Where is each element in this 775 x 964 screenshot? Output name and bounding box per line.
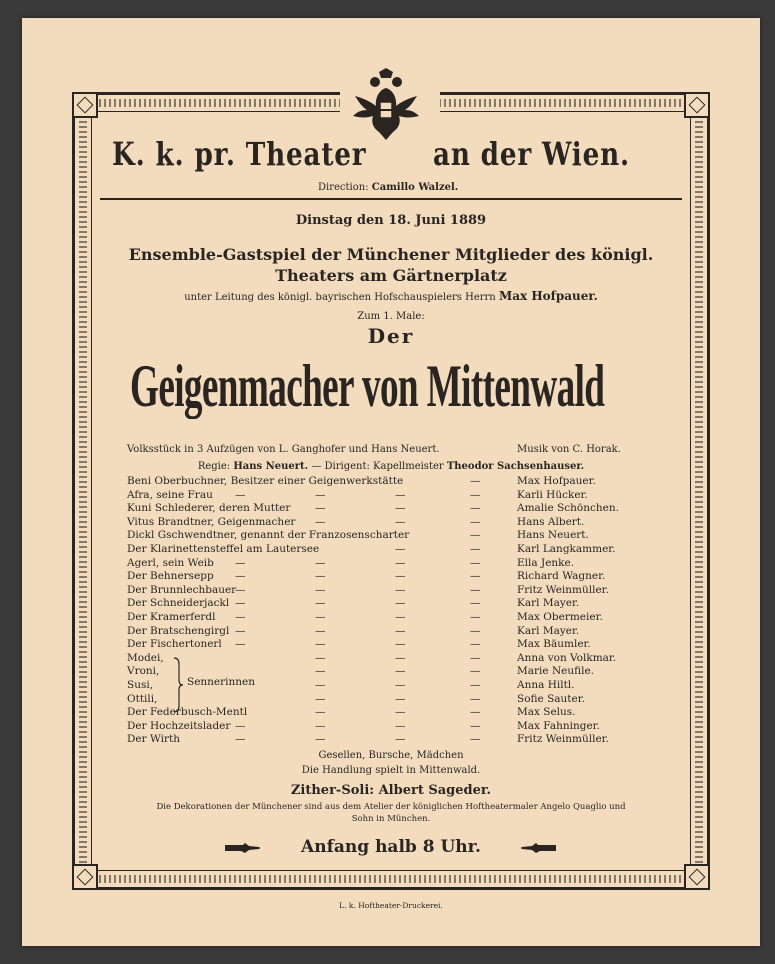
cast-row — [127, 733, 627, 746]
printer-line: L. k. Hoftheater-Druckerei. — [339, 901, 443, 910]
cast-role: Der Fischertonerl — [127, 638, 222, 651]
cast-role: Ottili, — [127, 692, 158, 705]
frame-corner-icon — [684, 864, 710, 890]
cast-row — [127, 625, 627, 638]
cast-dash: — — [470, 651, 481, 664]
cast-actor: Hans Neuert. — [517, 529, 589, 542]
cast-dash: — — [470, 543, 481, 555]
cast-row — [127, 516, 627, 529]
cast-dash: — — [315, 719, 326, 732]
cast-row — [127, 584, 627, 597]
cast-role: Der Behnersepp — [127, 570, 214, 583]
cast-dash: — — [315, 570, 326, 583]
cast-dash: — — [470, 733, 481, 746]
cast-actor: Max Hofpauer. — [517, 475, 596, 487]
cast-dash: — — [395, 556, 406, 569]
cast-dash: — — [395, 570, 406, 583]
cast-dash: — — [395, 611, 406, 623]
cast-row — [127, 557, 627, 570]
cast-dash: — — [470, 611, 481, 623]
cast-dash: — — [395, 665, 406, 678]
direction-line — [318, 182, 458, 193]
zither-line: Zither-Soli: Albert Sageder. — [290, 783, 492, 798]
cast-actor: Max Bäumler. — [517, 638, 591, 651]
cast-dash: — — [470, 665, 481, 678]
cast-dash: — — [395, 638, 406, 651]
cast-actor: Karl Mayer. — [517, 597, 580, 610]
frame-band-right — [695, 119, 703, 863]
cast-dash: — — [315, 692, 326, 705]
start-time: Anfang halb 8 Uhr. — [301, 837, 481, 857]
first-time-note: Zum 1. Male: — [357, 311, 425, 322]
cast-dash: — — [470, 638, 481, 651]
cast-dash: — — [315, 556, 326, 569]
cast-role: Beni Oberbuchner, Besitzer einer Geigenwerkstätte — [127, 475, 404, 487]
frame-corner-icon — [72, 864, 98, 890]
frame-corner-icon — [684, 92, 710, 118]
cast-dash: — — [235, 624, 246, 637]
cast-dash: — — [315, 665, 326, 678]
cast-dash: — — [235, 719, 246, 732]
cast-dash: — — [395, 624, 406, 637]
leadership-text: unter Leitung des königl. bayrischen Hofschauspielers Herrn — [184, 292, 496, 303]
cast-dash: — — [235, 583, 246, 596]
frame-band-left — [79, 119, 87, 863]
brace-icon — [172, 656, 184, 714]
setting-line: Die Handlung spielt in Mittenwald. — [301, 765, 481, 776]
cast-dash: — — [315, 638, 326, 651]
cast-role: Dickl Gschwendtner, genannt der Franzosenscharter — [127, 529, 410, 542]
cast-dash: — — [395, 583, 406, 596]
cast-dash: — — [315, 583, 326, 596]
cast-dash: — — [235, 570, 246, 583]
cast-actor: Richard Wagner. — [517, 570, 606, 583]
cast-role: Der Kramerferdl — [127, 611, 216, 623]
cast-dash: — — [315, 624, 326, 637]
cast-actor: Anna von Volkmar. — [517, 651, 617, 664]
cast-dash: — — [395, 706, 406, 719]
cast-dash: — — [395, 719, 406, 732]
cast-dash: — — [470, 679, 481, 691]
theater-title-left: K. k. pr. Theater — [112, 135, 367, 173]
cast-dash: — — [395, 679, 406, 691]
decorations-line-1: Die Dekorationen der Münchener sind aus dem Atelier der königlichen Hoftheatermaler Angelo Quaglio und — [156, 802, 626, 812]
cast-dash: — — [315, 488, 326, 501]
cast-dash: — — [315, 733, 326, 746]
cast-role: Agerl, sein Weib — [127, 556, 214, 569]
cast-role: Modei, — [127, 651, 164, 664]
cast-actor: Hans Albert. — [517, 515, 585, 528]
cast-actor: Karli Hücker. — [517, 488, 588, 501]
cast-dash: — — [235, 733, 246, 746]
cast-role: Der Hochzeitslader — [127, 719, 231, 732]
cast-dash: — — [470, 475, 481, 487]
cast-role: Der Klarinettensteffel am Lautersee — [127, 543, 320, 555]
cast-dash: — — [395, 651, 406, 664]
regie-name: Hans Neuert. — [233, 461, 309, 472]
cast-dash: — — [315, 611, 326, 623]
cast-actor: Amalie Schönchen. — [517, 502, 619, 515]
cast-role: Der Bratschengirgl — [127, 624, 230, 637]
cast-row — [127, 597, 627, 610]
cast-role: Der Brunnlechbauer — [127, 583, 237, 596]
cast-dash: — — [470, 488, 481, 501]
cast-role: Vitus Brandtner, Geigenmacher — [127, 515, 296, 528]
cast-role: Susi, — [127, 679, 154, 691]
cast-role: Afra, seine Frau — [127, 488, 213, 501]
cast-actor: Karl Mayer. — [517, 624, 580, 637]
credits-line — [100, 461, 682, 472]
cast-dash: — — [235, 597, 246, 610]
cast-dash: — — [470, 529, 481, 542]
direction-label: Direction: — [318, 182, 369, 193]
leadership-name: Max Hofpauer. — [498, 289, 598, 303]
cast-row — [127, 611, 627, 624]
play-music: Musik von C. Horak. — [517, 444, 621, 455]
cast-row — [127, 706, 627, 719]
cast-row — [127, 638, 627, 651]
dirigent-name: Theodor Sachsenhauser. — [446, 461, 585, 472]
cast-role: Kuni Schlederer, deren Mutter — [127, 502, 291, 515]
cast-dash: — — [395, 488, 406, 501]
cast-row — [127, 489, 627, 502]
cast-dash: — — [470, 583, 481, 596]
cast-role: Vroni, — [127, 665, 160, 678]
cast-actor: Fritz Weinmüller. — [517, 733, 609, 746]
cast-actor: Max Selus. — [517, 706, 576, 719]
cast-row — [127, 570, 627, 583]
performance-date: Dinstag den 18. Juni 1889 — [295, 213, 487, 228]
decorations-line-2: Sohn in München. — [351, 814, 431, 824]
cast-dash: — — [395, 515, 406, 528]
cast-dash: — — [470, 692, 481, 705]
extras-line: Gesellen, Bursche, Mädchen — [318, 750, 464, 761]
cast-dash: — — [315, 502, 326, 515]
cast-actor: Anna Hiltl. — [517, 679, 575, 691]
cast-dash: — — [470, 597, 481, 610]
cast-dash: — — [315, 515, 326, 528]
director-name: Camillo Walzel. — [371, 182, 459, 193]
cast-dash: — — [470, 502, 481, 515]
cast-dash: — — [235, 556, 246, 569]
cast-role: Der Wirth — [127, 733, 180, 746]
pointing-hand-left-icon — [520, 842, 556, 854]
cast-dash: — — [470, 624, 481, 637]
cast-dash: — — [315, 651, 326, 664]
frame-band-bottom — [99, 875, 683, 883]
cast-actor: Sofie Sauter. — [517, 692, 585, 705]
cast-dash: — — [470, 706, 481, 719]
play-title: Geigenmacher von Mittenwald — [130, 353, 605, 419]
cast-dash: — — [235, 638, 246, 651]
theater-title-right: an der Wien. — [433, 135, 630, 173]
cast-dash: — — [395, 502, 406, 515]
leadership-line — [100, 289, 682, 303]
dirigent-label: — Dirigent: Kapellmeister — [311, 461, 444, 472]
cast-dash: — — [470, 515, 481, 528]
header-rule — [100, 198, 682, 200]
cast-role: Der Schneiderjackl — [127, 597, 230, 610]
cast-dash: — — [395, 733, 406, 746]
play-genre: Volksstück in 3 Aufzügen von L. Ganghofer und Hans Neuert. — [127, 444, 440, 455]
cast-dash: — — [470, 719, 481, 732]
play-article: Der — [367, 324, 415, 348]
cast-row — [127, 652, 627, 665]
frame-corner-icon — [72, 92, 98, 118]
sennerinnen-label: Sennerinnen — [187, 676, 256, 688]
cast-dash: — — [315, 597, 326, 610]
cast-row — [127, 543, 627, 556]
cast-row — [127, 475, 627, 488]
cast-actor: Marie Neufile. — [517, 665, 595, 678]
cast-dash: — — [235, 611, 246, 623]
cast-row — [127, 502, 627, 515]
cast-dash: — — [470, 570, 481, 583]
cast-actor: Karl Langkammer. — [517, 543, 616, 555]
cast-dash: — — [315, 679, 326, 691]
cast-row — [127, 529, 627, 542]
cast-dash: — — [235, 488, 246, 501]
ensemble-line-1: Ensemble-Gastspiel der Münchener Mitglieder des königl. — [128, 245, 654, 264]
cast-actor: Max Obermeier. — [517, 611, 603, 623]
cast-dash: — — [395, 692, 406, 705]
double-eagle-icon — [351, 68, 421, 144]
cast-actor: Fritz Weinmüller. — [517, 583, 609, 596]
ensemble-line-2: Theaters am Gärtnerplatz — [275, 266, 507, 285]
cast-row — [127, 693, 627, 706]
cast-actor: Max Fahninger. — [517, 719, 600, 732]
cast-dash: — — [395, 597, 406, 610]
regie-label: Regie: — [197, 461, 231, 472]
cast-actor: Ella Jenke. — [517, 556, 575, 569]
cast-dash: — — [395, 543, 406, 555]
cast-row — [127, 720, 627, 733]
cast-dash: — — [315, 706, 326, 719]
cast-role: Der Federbusch-Mentl — [127, 706, 248, 719]
cast-dash: — — [470, 556, 481, 569]
